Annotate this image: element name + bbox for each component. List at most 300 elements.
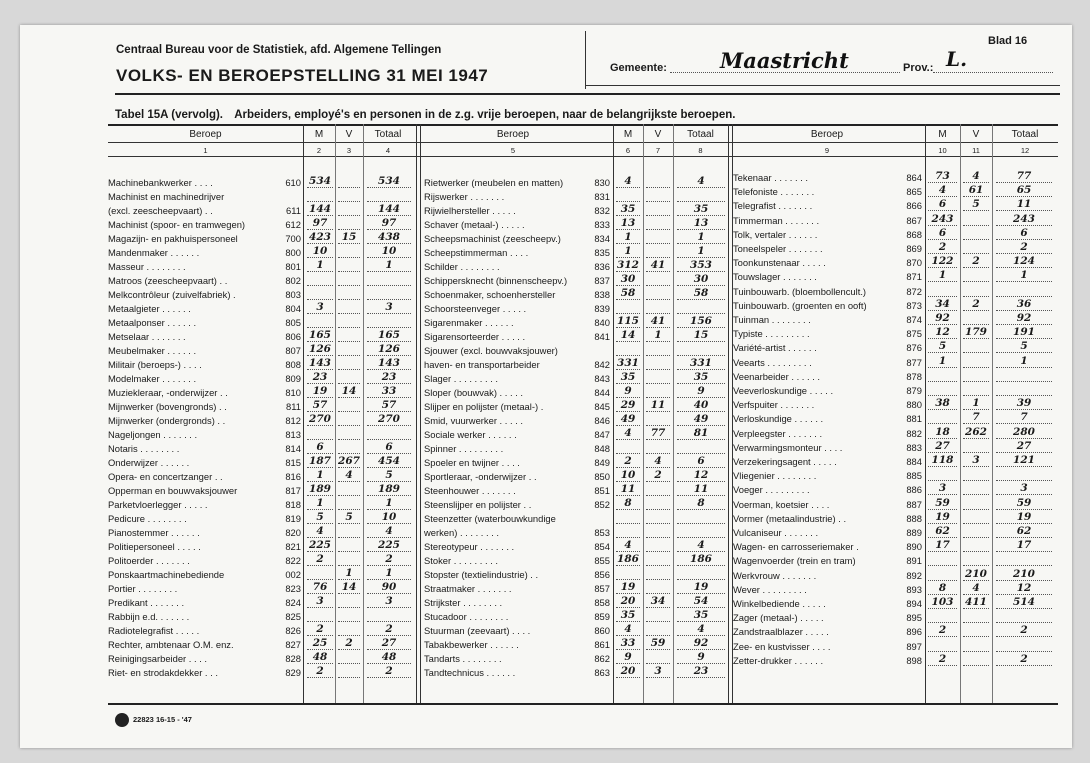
count-total: 6	[385, 441, 393, 453]
blad-number: Blad 16	[988, 35, 1028, 47]
count-total: 4	[697, 175, 705, 187]
beroep-label: Stucadoor . . . . . . . .	[424, 611, 509, 622]
beroep-code: 807	[285, 345, 301, 356]
count-total: 514	[1013, 596, 1035, 608]
cell-dotted-line	[928, 622, 957, 623]
beroep-label: Tuinbouwarb. (groenten en ooft)	[733, 299, 867, 311]
beroep-label: Rechter, ambtenaar O.M. enz.	[108, 639, 234, 650]
count-male: 122	[931, 255, 954, 268]
count-male: 6	[316, 441, 324, 453]
beroep-label: Schoorsteenveger . . . . .	[424, 303, 527, 314]
count-male: 2	[938, 652, 947, 665]
table-row	[20, 256, 1072, 269]
count-male: 1	[316, 497, 324, 509]
beroep-code: 814	[285, 443, 301, 454]
count-female: 4	[345, 469, 353, 481]
count-total: 144	[378, 203, 400, 215]
count-female: 4	[972, 581, 980, 594]
count-male: 1	[316, 259, 324, 271]
beroep-code: 828	[285, 653, 301, 664]
beroep-code: 809	[285, 373, 301, 384]
count-female: 11	[650, 399, 666, 411]
count-total: 5	[385, 469, 393, 481]
cell-dotted-line	[928, 381, 957, 382]
cell-dotted-line	[928, 367, 957, 368]
cell-dotted-line	[963, 267, 989, 268]
count-male: 18	[935, 425, 950, 438]
cell-dotted-line	[928, 466, 957, 467]
count-female: 4	[972, 170, 980, 182]
table-row	[20, 498, 1072, 511]
beroep-code: 831	[594, 191, 610, 202]
beroep-label: Sigarensorteerder . . . . .	[424, 331, 526, 342]
count-male: 270	[309, 413, 331, 425]
count-total: 13	[693, 217, 709, 229]
beroep-label: Tabakbewerker . . . . . .	[424, 639, 519, 650]
beroep-code: 839	[594, 303, 610, 314]
col-beroep-1: Beroep	[189, 129, 222, 140]
beroep-label: Zager (metaal-) . . . . .	[733, 612, 824, 624]
beroep-label: Stoker . . . . . . . . .	[424, 555, 498, 566]
beroep-code: 877	[906, 356, 922, 368]
beroep-label: Politoerder . . . . . . .	[108, 555, 190, 566]
beroep-code: 845	[594, 401, 610, 412]
count-male: 8	[938, 581, 947, 594]
beroep-code: 887	[906, 498, 922, 510]
beroep-code: 801	[285, 261, 301, 272]
count-total: 92	[693, 637, 709, 649]
count-male: 4	[624, 623, 632, 635]
count-male: 2	[624, 455, 632, 467]
beroep-code: 837	[594, 275, 610, 286]
count-total: 92	[1016, 312, 1032, 324]
cell-dotted-line	[963, 367, 989, 368]
beroep-code: 808	[285, 359, 301, 370]
table-row	[20, 583, 1072, 596]
count-total: 1	[385, 259, 393, 271]
beroep-code: 893	[906, 583, 922, 595]
table-row	[20, 199, 1072, 212]
beroep-label: Rijwielhersteller . . . . .	[424, 205, 516, 216]
count-male: 165	[309, 329, 331, 341]
beroep-code: 892	[906, 569, 922, 581]
table-row	[20, 625, 1072, 638]
count-male: 8	[624, 497, 632, 509]
beroep-code: 805	[285, 317, 301, 328]
count-male: 243	[931, 212, 954, 225]
beroep-label: werken) . . . . . . . .	[424, 527, 500, 538]
count-total: 353	[690, 259, 712, 271]
beroep-label: Modelmaker . . . . . . .	[108, 373, 197, 384]
count-total: 39	[1016, 397, 1032, 410]
cell-dotted-line	[996, 367, 1052, 368]
beroep-label: Militair (beroeps-) . . . .	[108, 359, 202, 370]
count-total: 11	[1016, 198, 1032, 211]
beroep-code: 824	[285, 597, 301, 608]
table-title	[115, 109, 735, 121]
table-row	[20, 512, 1072, 525]
count-male: 19	[620, 581, 636, 593]
count-male: 35	[620, 203, 636, 215]
beroep-label: Typiste . . . . . . . . .	[733, 328, 810, 340]
beroep-code: 848	[594, 443, 610, 454]
count-total: 126	[378, 343, 400, 355]
beroep-label: Parketvloerlegger . . . . .	[108, 499, 208, 510]
cell-dotted-line	[928, 225, 957, 226]
cell-dotted-line	[928, 210, 957, 211]
col-num: 1	[203, 146, 208, 155]
count-total: 36	[1016, 297, 1032, 310]
count-female: 2	[972, 255, 980, 268]
count-male: 3	[938, 482, 947, 495]
count-male: 20	[620, 595, 636, 607]
beroep-code: 844	[594, 387, 610, 398]
count-male: 14	[620, 329, 636, 341]
cell-dotted-line	[996, 665, 1052, 666]
cell-dotted-line	[928, 296, 957, 297]
count-male: 1	[624, 245, 632, 257]
count-female: 4	[654, 455, 662, 467]
count-total: 17	[1016, 539, 1032, 552]
count-total: 11	[693, 483, 709, 495]
count-male: 2	[316, 553, 324, 565]
count-male: 4	[316, 525, 324, 537]
table-row	[20, 469, 1072, 482]
beroep-label: Tekenaar . . . . . . .	[733, 172, 809, 183]
count-total: 10	[381, 245, 397, 257]
beroep-label: Vliegenier . . . . . . . .	[733, 470, 817, 482]
cell-dotted-line	[996, 352, 1052, 353]
beroep-label: Tandarts . . . . . . . .	[424, 653, 502, 664]
census-sheet	[20, 25, 1072, 748]
gemeente-underline	[670, 72, 900, 73]
cell-dotted-line	[963, 651, 989, 652]
count-total: 8	[697, 497, 705, 509]
beroep-code: 864	[906, 172, 922, 183]
beroep-label: Verloskundige . . . . . .	[733, 413, 824, 425]
beroep-code: 822	[285, 555, 301, 566]
cell-dotted-line	[928, 352, 957, 353]
count-male: 4	[624, 539, 632, 551]
cell-dotted-line	[963, 580, 989, 581]
count-male: 38	[935, 397, 950, 410]
beroep-code: 835	[594, 247, 610, 258]
cell-dotted-line	[963, 352, 989, 353]
beroep-code: 826	[285, 625, 301, 636]
beroep-label: Muziekleraar, -onderwijzer . .	[108, 387, 228, 398]
count-male: 423	[309, 231, 331, 243]
cell-dotted-line	[928, 608, 957, 609]
beroep-code: 894	[906, 598, 922, 609]
beroep-label: Veenarbeider . . . . . .	[733, 370, 821, 382]
count-female: 210	[965, 567, 987, 580]
count-female: 7	[972, 411, 980, 424]
table-bottom-rule	[108, 703, 1058, 705]
table-row	[20, 285, 1072, 298]
cell-dotted-line	[963, 622, 989, 623]
count-male: 33	[620, 637, 636, 649]
col-t-1: Totaal	[374, 129, 402, 140]
cell-dotted-line	[963, 239, 989, 240]
cell-dotted-line	[963, 636, 989, 637]
cell-dotted-line	[996, 182, 1052, 183]
count-male: 97	[312, 217, 328, 229]
table-row	[20, 611, 1072, 624]
col-m-2: M	[623, 129, 633, 140]
beroep-code: 868	[906, 228, 922, 240]
cell-dotted-line	[996, 253, 1052, 254]
beroep-code: 860	[594, 625, 610, 636]
table-head-rule	[108, 142, 1058, 143]
gemeente-value: Maastricht	[720, 48, 849, 73]
count-total: 62	[1016, 525, 1032, 537]
beroep-code: 895	[906, 612, 922, 624]
beroep-label: Steenzetter (waterbouwkundige	[424, 513, 556, 524]
cell-dotted-line	[996, 622, 1052, 623]
beroep-label: Magazijn- en pakhuispersoneel	[108, 233, 238, 244]
count-male: 6	[938, 226, 947, 239]
table-row	[20, 341, 1072, 354]
cell-dotted-line	[996, 267, 1052, 268]
beroep-label: Tuinbouwarb. (bloembollencult.)	[733, 285, 867, 297]
count-male: 2	[316, 623, 324, 635]
count-total: 225	[378, 539, 400, 551]
count-total: 33	[381, 385, 397, 397]
beroep-code: 866	[906, 200, 922, 212]
beroep-code: 888	[906, 512, 922, 524]
count-total: 57	[381, 399, 397, 411]
col-num: 6	[625, 146, 631, 155]
beroep-label: Verwarmingsmonteur . . . .	[733, 441, 843, 453]
beroep-label: Rabbijn e.d. . . . . . .	[108, 611, 190, 622]
cell-dotted-line	[963, 338, 989, 339]
beroep-code: 855	[594, 555, 610, 566]
beroep-code: 833	[594, 219, 610, 230]
count-male: 17	[935, 539, 950, 552]
beroep-label: (excl. zeescheepvaart) . .	[108, 205, 213, 216]
beroep-code: 825	[285, 611, 301, 622]
beroep-label: Tuinman . . . . . . . .	[733, 314, 811, 325]
count-male: 312	[617, 259, 639, 271]
count-male: 118	[931, 454, 954, 466]
beroep-label: Metaalgieter . . . . . .	[108, 303, 191, 314]
table-row	[20, 569, 1072, 582]
count-male: 2	[316, 665, 324, 677]
cell-dotted-line	[996, 594, 1052, 595]
beroep-label: Onderwijzer . . . . . .	[108, 457, 190, 468]
count-female: 2	[972, 297, 980, 310]
cell-dotted-line	[928, 395, 957, 396]
count-male: 143	[309, 357, 331, 369]
count-female: 267	[338, 455, 360, 467]
cell-dotted-line	[963, 296, 989, 297]
beroep-label: Schoenmaker, schoenhersteller	[424, 289, 556, 300]
count-total: 12	[693, 469, 709, 481]
cell-dotted-line	[677, 677, 725, 678]
beroep-code: 850	[594, 471, 610, 482]
count-total: 191	[1013, 326, 1035, 339]
beroep-label: Tolk, vertaler . . . . . .	[733, 228, 818, 240]
cell-dotted-line	[963, 225, 989, 226]
table-row	[20, 171, 1072, 184]
cell-dotted-line	[996, 636, 1052, 637]
beroep-code: 815	[285, 457, 301, 468]
count-total: 19	[1016, 510, 1032, 523]
beroep-code: 891	[906, 555, 922, 567]
count-male: 5	[938, 340, 947, 353]
beroep-code: 804	[285, 303, 301, 314]
beroep-label: Mandenmaker . . . . . .	[108, 247, 200, 258]
beroep-code: 853	[594, 527, 610, 538]
count-female: 5	[972, 198, 980, 211]
beroep-code: 867	[906, 214, 922, 226]
count-total: 2	[385, 623, 393, 635]
beroep-label: Schaver (metaal-) . . . . .	[424, 219, 525, 230]
beroep-label: Reinigingsarbeider . . . .	[108, 653, 208, 664]
count-female: 15	[341, 231, 357, 243]
count-total: 48	[381, 651, 397, 663]
table-row	[20, 597, 1072, 610]
table-row	[20, 455, 1072, 468]
beroep-label: Sociale werker . . . . . .	[424, 429, 517, 440]
cell-dotted-line	[928, 509, 957, 510]
count-total: 19	[693, 581, 709, 593]
cell-dotted-line	[646, 677, 670, 678]
count-total: 124	[1013, 255, 1035, 268]
count-total: 156	[690, 315, 712, 327]
cell-dotted-line	[996, 381, 1052, 382]
beroep-code: 862	[594, 653, 610, 664]
cell-dotted-line	[928, 551, 957, 552]
count-total: 243	[1013, 212, 1035, 225]
table-row	[20, 242, 1072, 255]
beroep-label: Veeverloskundige . . . . .	[733, 385, 834, 396]
beroep-label: haven- en transportarbeider	[424, 359, 540, 370]
cell-dotted-line	[996, 494, 1052, 495]
header-divider	[585, 31, 586, 89]
count-male: 126	[309, 343, 331, 355]
count-male: 57	[312, 399, 328, 411]
beroep-code: 883	[906, 441, 922, 453]
count-total: 143	[378, 357, 400, 369]
count-total: 1	[385, 497, 393, 509]
count-total: 27	[1016, 439, 1032, 452]
beroep-code: 841	[594, 331, 610, 342]
beroep-label: Radiotelegrafist . . . . .	[108, 625, 200, 636]
beroep-label: Spinner . . . . . . . . .	[424, 443, 504, 454]
count-total: 6	[697, 455, 705, 467]
count-total: 5	[1020, 340, 1028, 353]
beroep-code: 810	[285, 387, 301, 398]
beroep-code: 700	[285, 233, 301, 244]
col-beroep-2: Beroep	[496, 129, 530, 140]
beroep-code: 610	[285, 177, 301, 188]
beroep-label: Telefoniste . . . . . . .	[733, 186, 815, 198]
beroep-label: Stereotypeur . . . . . . .	[424, 541, 515, 552]
table-row	[20, 270, 1072, 283]
beroep-label: Variété-artist . . . . . .	[733, 342, 817, 354]
beroep-code: 818	[285, 499, 301, 510]
count-female: 3	[654, 665, 662, 677]
cell-dotted-line	[996, 565, 1052, 566]
beroep-code: 812	[285, 415, 301, 426]
count-total: 3	[385, 595, 393, 607]
count-total: 10	[381, 511, 397, 523]
beroep-code: 811	[286, 401, 301, 412]
count-total: 12	[1016, 581, 1032, 594]
cell-dotted-line	[928, 580, 957, 581]
cell-dotted-line	[963, 452, 989, 453]
count-total: 165	[378, 329, 400, 341]
cell-dotted-line	[928, 253, 957, 254]
cell-dotted-line	[928, 651, 957, 652]
cell-dotted-line	[996, 480, 1052, 481]
count-male: 19	[935, 510, 950, 523]
count-total: 23	[693, 665, 709, 677]
count-total: 27	[381, 637, 397, 649]
count-male: 4	[938, 184, 947, 197]
prov-label: Prov.:	[903, 62, 934, 74]
count-female: 262	[965, 425, 987, 438]
table-title-prefix: Tabel 15A (vervolg).	[115, 109, 224, 121]
beroep-code: 803	[285, 289, 301, 300]
cell-dotted-line	[963, 466, 989, 467]
count-total: 23	[381, 371, 397, 383]
beroep-code: 002	[285, 569, 301, 580]
cell-dotted-line	[963, 565, 989, 566]
table-row	[20, 384, 1072, 397]
beroep-code: 806	[285, 331, 301, 342]
cell-dotted-line	[963, 551, 989, 552]
count-total: 4	[385, 525, 393, 537]
count-total: 81	[693, 427, 709, 439]
beroep-code: 611	[286, 205, 301, 216]
count-total: 331	[690, 357, 712, 369]
cell-dotted-line	[928, 196, 957, 197]
cell-dotted-line	[996, 438, 1052, 439]
beroep-label: Metselaar . . . . . . .	[108, 331, 186, 342]
count-total: 1	[697, 245, 705, 257]
beroep-code: 858	[594, 597, 610, 608]
count-female: 14	[341, 581, 357, 593]
count-female: 1	[345, 567, 353, 579]
cell-dotted-line	[963, 409, 989, 410]
beroep-code: 897	[906, 640, 922, 652]
beroep-code: 827	[285, 639, 301, 650]
beroep-label: Veearts . . . . . . . . .	[733, 356, 812, 368]
count-total: 35	[693, 203, 709, 215]
count-male: 19	[312, 385, 328, 397]
count-total: 35	[693, 371, 709, 383]
beroep-label: Opera- en concertzanger . .	[108, 471, 223, 482]
count-male: 534	[309, 175, 331, 187]
count-total: 65	[1016, 184, 1032, 197]
beroep-label: Mijnwerker (ondergronds) . .	[108, 415, 226, 426]
beroep-label: Wever . . . . . . . . .	[733, 583, 807, 595]
cell-dotted-line	[996, 523, 1052, 524]
beroep-label: Machinist en machinedrijver	[108, 191, 225, 202]
beroep-code: 896	[906, 626, 922, 638]
table-row	[20, 640, 1072, 653]
cell-dotted-line	[963, 608, 989, 609]
count-female: 41	[650, 315, 666, 327]
cell-dotted-line	[996, 608, 1052, 609]
beroep-label: Sportleraar, -onderwijzer . .	[424, 471, 537, 482]
col-num: 9	[824, 146, 830, 155]
count-male: 34	[935, 297, 950, 310]
cell-dotted-line	[996, 338, 1052, 339]
cell-dotted-line	[928, 281, 957, 282]
